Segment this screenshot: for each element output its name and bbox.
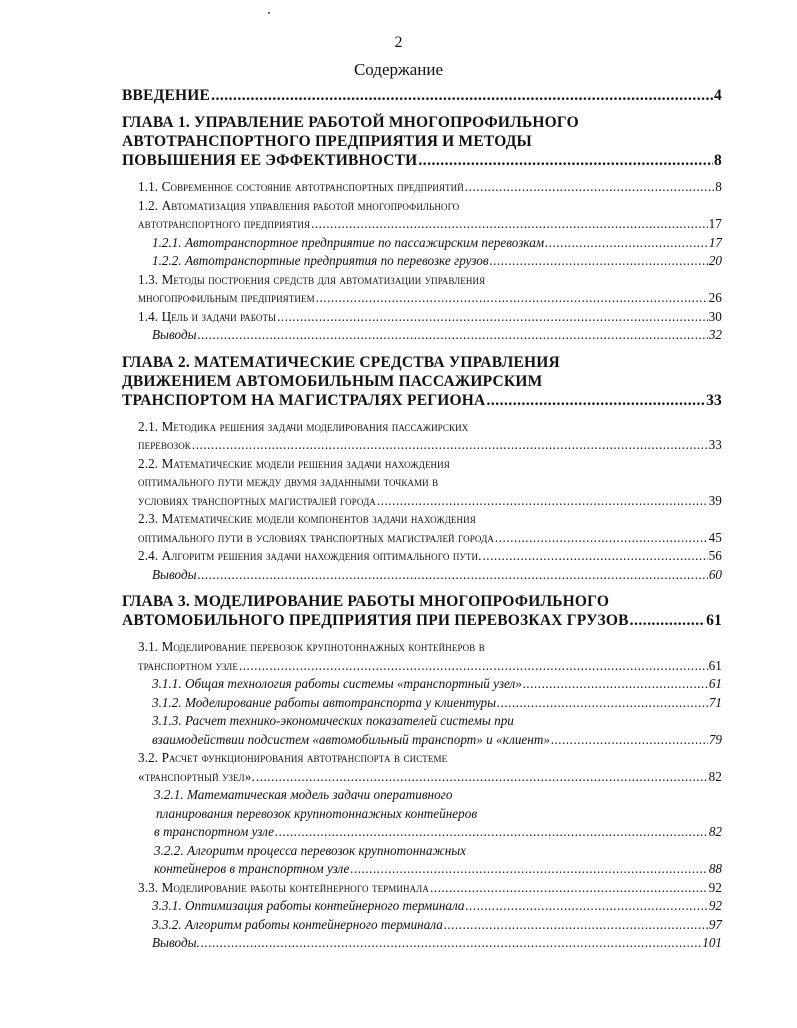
entry-title-line: транспортном узле (138, 657, 238, 673)
entry-title-line: 3.2. Расчет функционирования автотранспорта в системе (138, 750, 448, 765)
entry-title-line: ПОВЫШЕНИЯ ЕЕ ЭФФЕКТИВНОСТИ (122, 152, 418, 169)
dot-leader (275, 823, 708, 842)
section-entry[interactable] (122, 418, 722, 455)
entry-page-number: 20 (708, 253, 722, 268)
dot-leader (256, 768, 708, 787)
chapter-entry[interactable] (122, 113, 722, 170)
section-entry[interactable] (122, 455, 722, 511)
dot-leader (211, 86, 713, 105)
entry-title-line: 2.3. Математические модели компонентов задачи нахождения (138, 511, 476, 526)
conclusions-entry[interactable] (122, 326, 722, 345)
dot-leader (192, 436, 708, 455)
dot-leader (316, 289, 708, 308)
entry-page-number: 45 (708, 529, 722, 545)
entry-title-line: 2.2. Математические модели решения задачи нахождения (138, 455, 450, 471)
entry-title-line: Выводы (152, 327, 197, 342)
section-entry[interactable] (122, 271, 722, 308)
entry-page-number: 97 (708, 916, 722, 932)
entry-title-line: многопрофильным предприятием (138, 290, 315, 305)
entry-page-number: 4 (714, 87, 722, 104)
entry-page-number: 60 (708, 566, 722, 582)
entry-title-line: 3.3.1. Оптимизация работы контейнерного терминала (152, 898, 465, 913)
section-entry[interactable] (122, 638, 722, 675)
dot-leader (198, 326, 708, 345)
dot-leader (377, 492, 708, 511)
section-entry[interactable] (122, 510, 722, 547)
entry-title-line: АВТОТРАНСПОРТНОГО ПРЕДПРИЯТИЯ И МЕТОДЫ (122, 133, 532, 150)
entry-title-line: 1.2.2. Автотранспортные предприятия по перевозке грузов (152, 253, 489, 268)
entry-title-line: 2.1. Методика решения задачи моделирования пассажирских (138, 418, 469, 434)
dot-leader (465, 897, 707, 916)
entry-title-line: 1.4. Цель и задачи работы (138, 308, 277, 324)
entry-title-line: 2.4. Алгоритм решения задачи нахождения оптимального пути. (138, 548, 482, 563)
entry-title-line: контейнеров в транспортном узле (154, 861, 350, 876)
dot-leader (350, 860, 707, 879)
dot-leader (486, 391, 705, 410)
section-entry[interactable] (122, 252, 722, 271)
entry-title-line: автотранспортного предприятия (138, 216, 311, 231)
entry-title-line: ГЛАВА 3. МОДЕЛИРОВАНИЕ РАБОТЫ МНОГОПРОФИЛЬНОГО (122, 593, 610, 610)
entry-title-line: оптимального пути между двумя заданными точками в (138, 474, 439, 489)
entry-page-number: 33 (708, 437, 722, 452)
conclusions-entry[interactable] (122, 934, 722, 953)
entry-title-line: 3.2.2. Алгоритм процесса перевозок крупнотоннажных (154, 842, 467, 858)
entry-title-line: 1.2. Автоматизация управления работой многопрофильного (138, 197, 460, 213)
chapter-entry[interactable] (122, 592, 722, 630)
entry-title-line: планирования перевозок крупнотоннажных контейнеров (156, 805, 478, 821)
section-entry[interactable] (122, 308, 722, 327)
section-entry[interactable] (122, 712, 722, 749)
page-title: Содержание (353, 60, 444, 79)
entry-title-line: 3.3. Моделирование работы контейнерного терминала (138, 879, 429, 895)
section-entry[interactable] (122, 675, 722, 694)
section-entry[interactable] (122, 897, 722, 916)
entry-page-number: 82 (708, 824, 722, 839)
dot-leader (490, 252, 708, 271)
entry-page-number: 79 (708, 731, 722, 747)
entry-page-number: 71 (708, 694, 722, 710)
entry-page-number: 61 (706, 612, 722, 629)
dot-leader (239, 657, 708, 676)
section-entry[interactable] (122, 842, 722, 879)
entry-title-line: Выводы (152, 566, 197, 582)
entry-title-line: ГЛАВА 1. УПРАВЛЕНИЕ РАБОТОЙ МНОГОПРОФИЛЬНОГО (122, 114, 579, 131)
dot-leader (311, 215, 708, 234)
entry-title-line: условиях транспортных магистралей города (138, 492, 376, 508)
dot-leader (444, 916, 708, 935)
section-entry[interactable] (122, 547, 722, 566)
entry-title-line: «транспортный узел». (138, 768, 255, 784)
entry-title-line: в транспортном узле (154, 824, 275, 839)
section-entry[interactable] (122, 786, 722, 842)
table-of-contents (122, 86, 722, 953)
scan-speck (268, 12, 270, 14)
entry-page-number: 61 (708, 657, 722, 673)
chapter-block (122, 86, 722, 105)
dot-leader (551, 731, 708, 750)
dot-leader (198, 566, 708, 585)
entry-title-line: 3.1.2. Моделирование работы автотранспорта у клиентуры (152, 694, 497, 710)
dot-leader (497, 694, 708, 713)
section-entry[interactable] (122, 694, 722, 713)
entry-page-number: 8 (714, 152, 722, 169)
entry-page-number: 92 (708, 898, 722, 913)
section-entry[interactable] (122, 234, 722, 253)
section-entry[interactable] (122, 197, 722, 234)
entry-page-number: 61 (708, 676, 722, 691)
dot-leader (495, 529, 708, 548)
dot-leader (545, 234, 708, 253)
entry-title-line: 3.3.2. Алгоритм работы контейнерного терминала (152, 916, 443, 932)
section-entry[interactable] (122, 749, 722, 786)
entry-page-number: 82 (708, 768, 722, 784)
section-entry[interactable] (122, 916, 722, 935)
entry-title-line: ДВИЖЕНИЕМ АВТОМОБИЛЬНЫМ ПАССАЖИРСКИМ (122, 372, 543, 390)
dot-leader (430, 879, 708, 898)
dot-leader (277, 308, 708, 327)
entry-title-line: оптимального пути в условиях транспортных магистралей города (138, 529, 494, 545)
entry-page-number: 30 (708, 308, 722, 324)
entry-page-number: 17 (708, 234, 722, 250)
chapter-block (122, 592, 722, 953)
entry-page-number: 32 (708, 327, 722, 342)
dot-leader (465, 178, 714, 197)
dot-leader (418, 151, 713, 170)
chapter-entry[interactable] (122, 353, 722, 410)
entry-page-number: 92 (708, 879, 722, 895)
entry-title-line: 3.2.1. Математическая модель задачи оперативного (154, 787, 453, 802)
chapter-block (122, 353, 722, 585)
entry-title-line: 3.1.1. Общая технология работы системы «транспортный узел» (152, 676, 522, 691)
entry-title-line: Выводы. (152, 935, 200, 950)
entry-title-line: 1.2.1. Автотранспортное предприятие по пассажирским перевозкам (152, 234, 545, 250)
dot-leader (523, 675, 708, 694)
entry-page-number: 101 (702, 935, 722, 950)
entry-title-line: ТРАНСПОРТОМ НА МАГИСТРАЛЯХ РЕГИОНА (122, 391, 486, 409)
entry-title-line: перевозок (138, 437, 191, 452)
entry-title-line: 1.1. Современное состояние автотранспортных предприятий (138, 179, 464, 194)
section-entry[interactable] (122, 178, 722, 197)
entry-page-number: 39 (708, 492, 722, 508)
entry-page-number: 56 (708, 548, 722, 563)
page-number: 2 (394, 34, 403, 51)
dot-leader (630, 611, 705, 630)
entry-title-line: ВВЕДЕНИЕ (122, 87, 211, 104)
entry-title-line: 3.1.3. Расчет технико-экономических показателей системы при (152, 713, 514, 728)
dot-leader (483, 547, 708, 566)
dot-leader (201, 934, 701, 953)
entry-page-number: 17 (708, 216, 722, 231)
entry-title-line: взаимодействии подсистем «автомобильный транспорт» и «клиент» (152, 731, 550, 747)
entry-title-line: 1.3. Методы построения средств для автоматизации управления (138, 271, 486, 287)
entry-title-line: АВТОМОБИЛЬНОГО ПРЕДПРИЯТИЯ ПРИ ПЕРЕВОЗКАХ ГРУЗОВ (122, 612, 629, 629)
chapter-block (122, 113, 722, 345)
entry-page-number: 33 (706, 391, 722, 409)
entry-page-number: 26 (708, 290, 722, 305)
entry-title-line: 3.1. Моделирование перевозок крупнотоннажных контейнеров в (138, 639, 485, 654)
chapter-entry[interactable] (122, 86, 722, 105)
conclusions-entry[interactable] (122, 566, 722, 585)
entry-page-number: 88 (708, 861, 722, 876)
section-entry[interactable] (122, 879, 722, 898)
entry-page-number: 8 (715, 179, 722, 194)
entry-title-line: ГЛАВА 2. МАТЕМАТИЧЕСКИЕ СРЕДСТВА УПРАВЛЕНИЯ (122, 353, 560, 371)
